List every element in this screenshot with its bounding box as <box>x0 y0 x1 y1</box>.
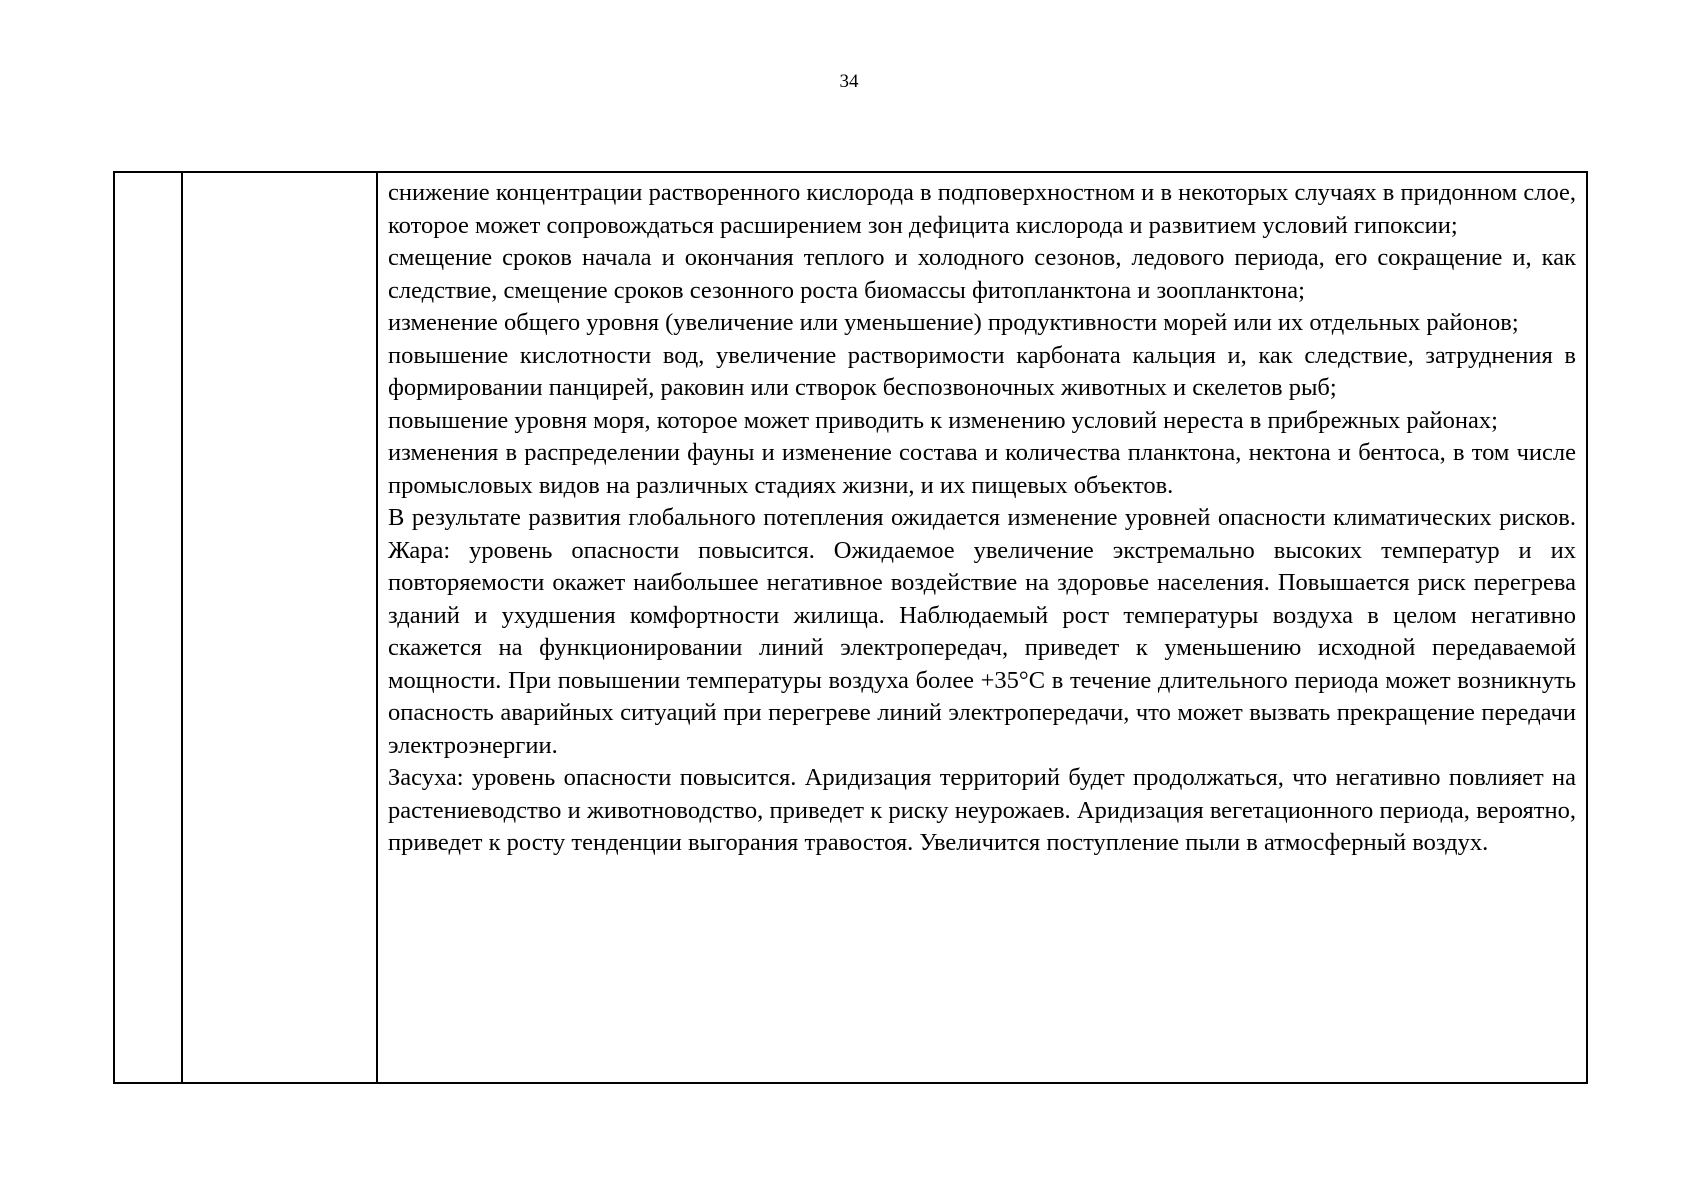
paragraph-productivity: изменение общего уровня (увеличение или уменьшение) продуктивности морей или их отдельных районов; <box>388 309 1519 336</box>
table-row <box>114 172 1587 1083</box>
paragraph-oxygen: снижение концентрации растворенного кислорода в подповерхностном и в некоторых случаях в придонном слое, которое может сопровождаться расширением зон дефицита кислорода и развитием условий гипоксии; <box>388 179 1576 239</box>
description-text <box>378 173 1586 860</box>
page-number: 34 <box>839 71 859 92</box>
document-table <box>113 171 1588 1084</box>
table-cell-number <box>114 172 182 1083</box>
paragraph-drought-risk: Засуха: уровень опасности повысится. Аридизация территорий будет продолжаться, что негативно повлияет на растениеводство и животноводство, приведет к риску неурожаев. Аридизация вегетационного периода, вероятно, приведет к росту тенденции выгорания травостоя. Увеличится поступление пыли в атмосферный воздух. <box>388 764 1576 856</box>
paragraph-heat-risk: В результате развития глобального потепления ожидается изменение уровней опасности климатических рисков. Жара: уровень опасности повысится. Ожидаемое увеличение экстремально высоких температур и их повторяемости окажет наибольшее негативное воздействие на здоровье населения. Повышается риск перегрева зданий и ухудшения комфортности жилища. Наблюдаемый рост температуры воздуха в целом негативно скажется на функционировании линий электропередач, приведет к уменьшению исходной передаваемой мощности. При повышении температуры воздуха более +35°C в течение длительного периода может возникнуть опасность аварийных ситуаций при перегреве линий электропередачи, что может вызвать прекращение передачи электроэнергии. <box>388 504 1576 759</box>
paragraph-fauna: изменения в распределении фауны и изменение состава и количества планктона, нектона и бентоса, в том числе промысловых видов на различных стадиях жизни, и их пищевых объектов. <box>388 439 1576 499</box>
table-cell-description <box>377 172 1587 1083</box>
paragraph-acidity: повышение кислотности вод, увеличение растворимости карбоната кальция и, как следствие, затруднения в формировании панцирей, раковин или створок беспозвоночных животных и скелетов рыб; <box>388 341 1576 401</box>
paragraph-seasons: смещение сроков начала и окончания теплого и холодного сезонов, ледового периода, его сокращение и, как следствие, смещение сроков сезонного роста биомассы фитопланктона и зоопланктона; <box>388 244 1576 304</box>
table-cell-category <box>182 172 377 1083</box>
paragraph-sea-level: повышение уровня моря, которое может приводить к изменению условий нереста в прибрежных районах; <box>388 406 1498 434</box>
